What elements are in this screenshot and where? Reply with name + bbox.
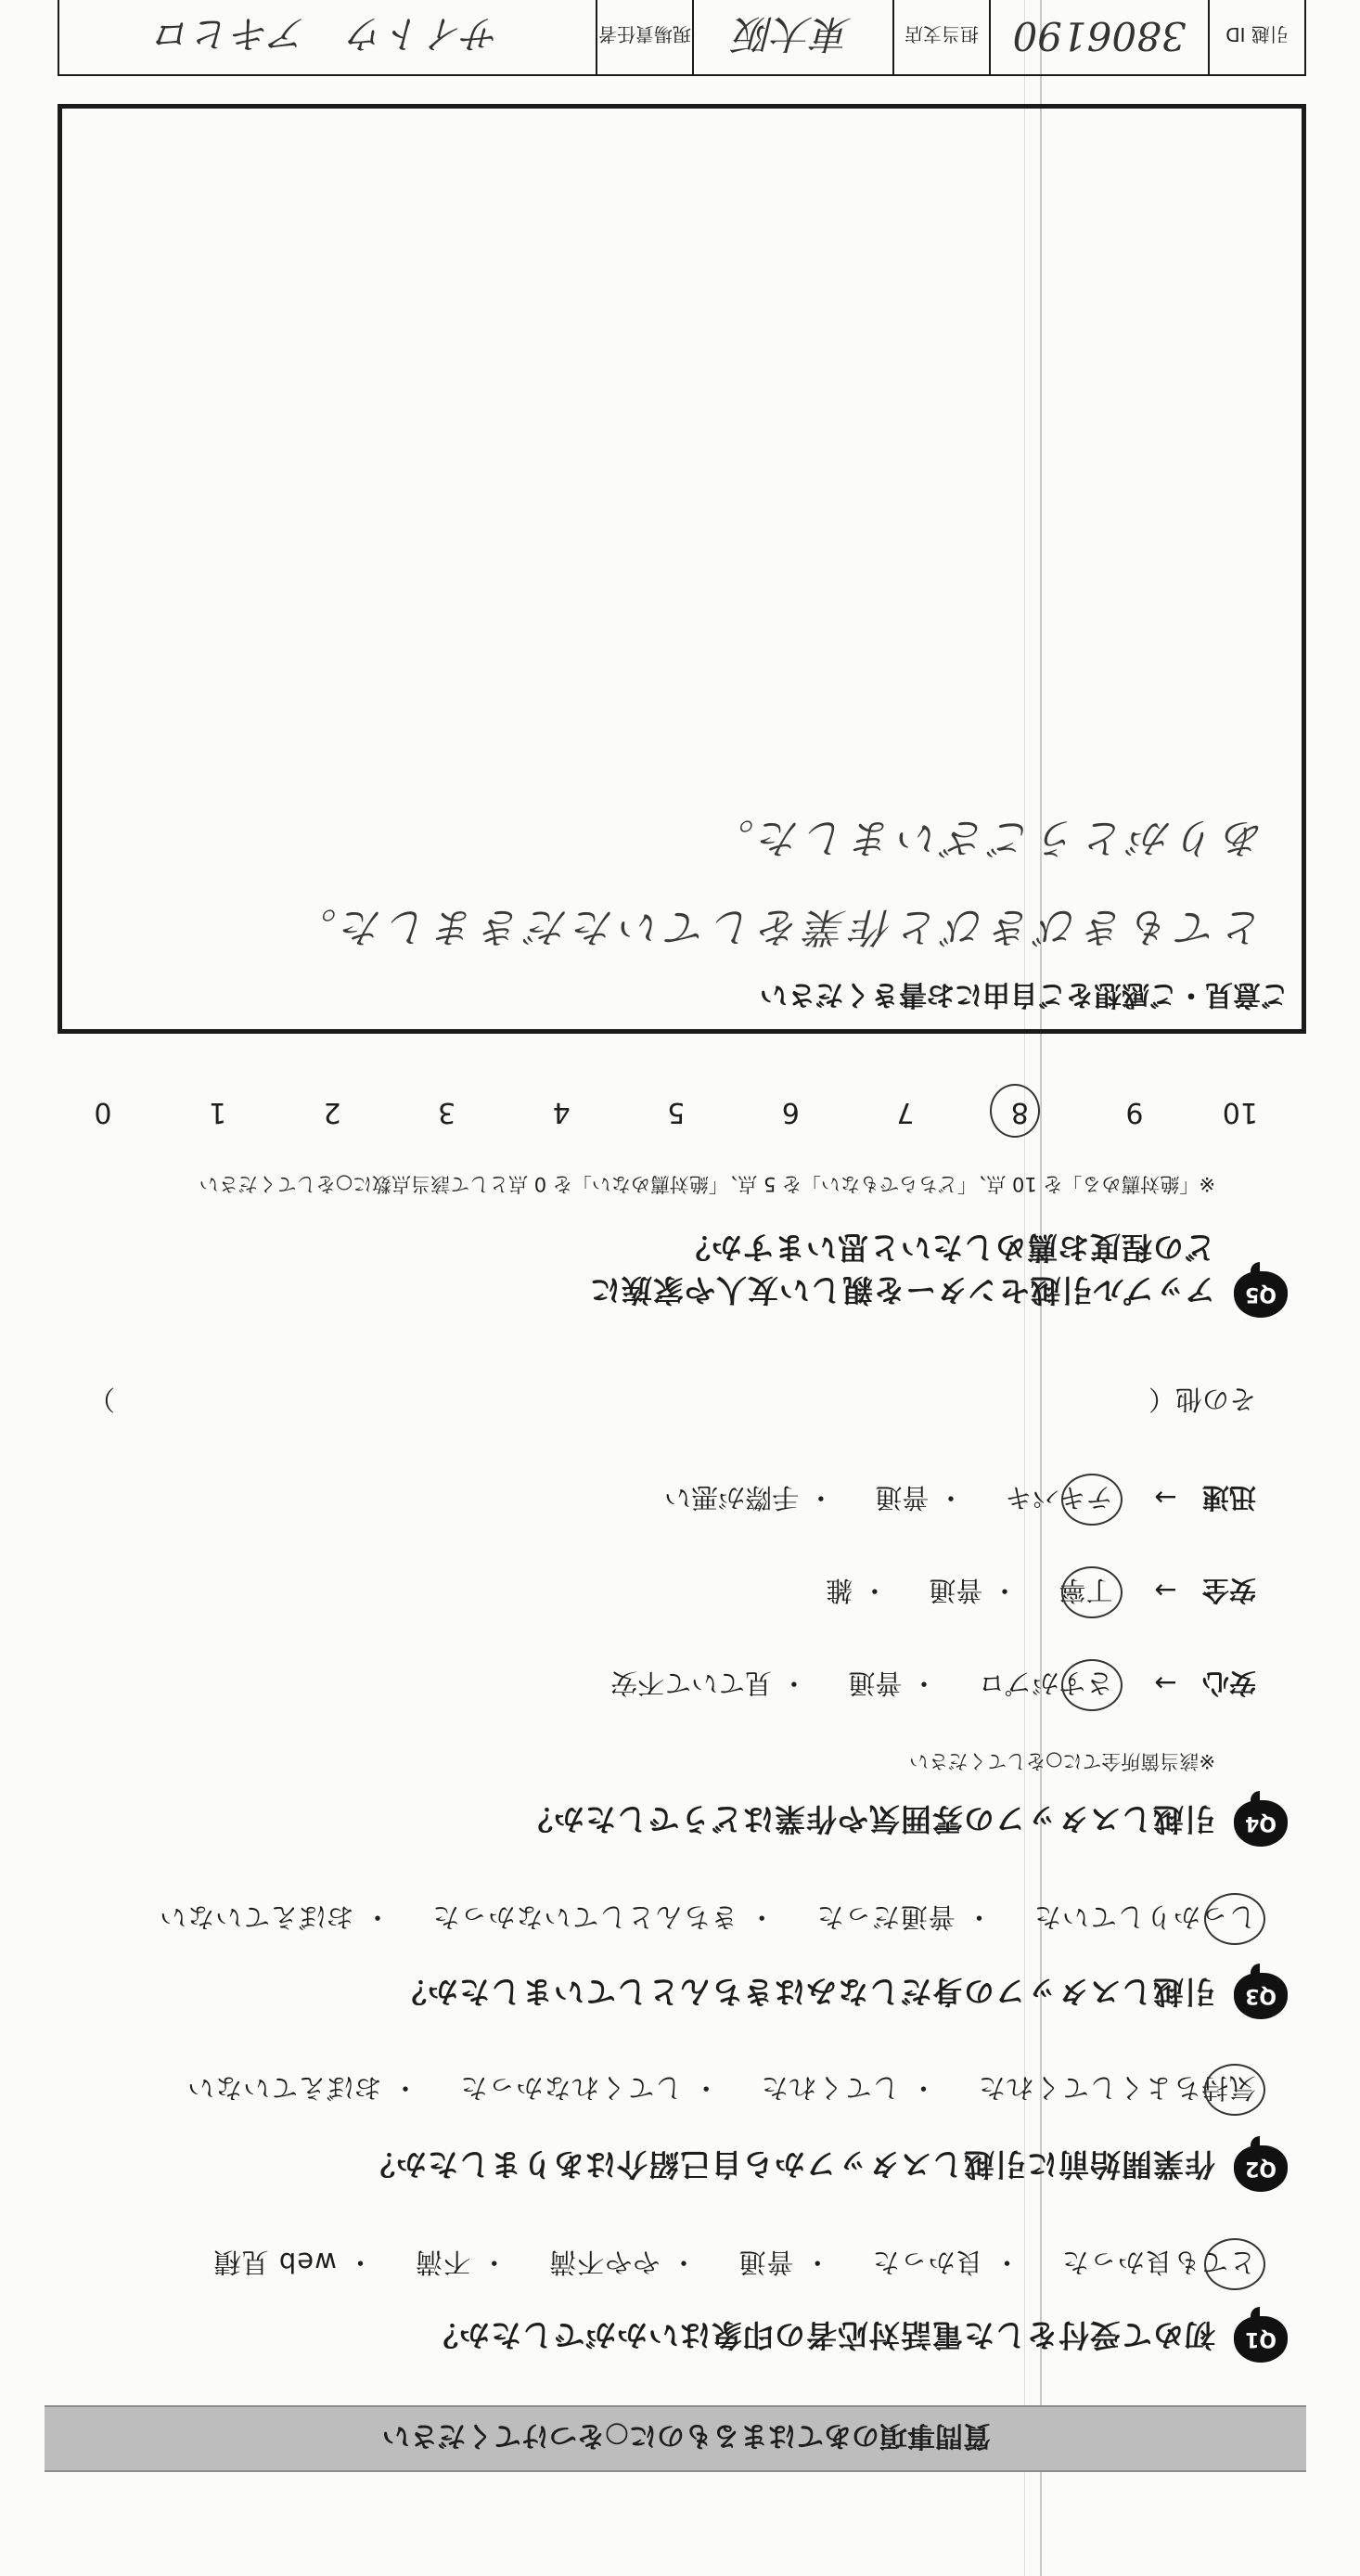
q1-options: とても良かった・ 良かった・ 普通・ やや不満・ 不満・ web 見積	[173, 2245, 1256, 2283]
q4-option[interactable]: 見ていて不安	[610, 1668, 773, 1699]
scale-value[interactable]: 1	[208, 1096, 227, 1128]
q2-badge: Q2	[1234, 2145, 1288, 2192]
instruction-text: 質問事項のあてはまるものに○をつけてください	[381, 2419, 991, 2452]
branch-value-cell: 東大阪	[692, 0, 892, 74]
scale-value[interactable]: 6	[781, 1096, 800, 1128]
scale-value[interactable]: 2	[323, 1096, 341, 1128]
q4-text: 引越しスタッフの雰囲気や作業はどうでしたか？	[521, 1801, 1215, 1837]
q4-row-jinsoku: 迅速 → テキパキ・ 普通・ 手際が悪い	[623, 1480, 1256, 1518]
arrow-icon: →	[1154, 1482, 1177, 1513]
q5-note: ※「絶対薦める」を 10 点、「どちらでもない」を 5 点、「絶対薦めない」を 0 点として該当点数に○をしてください	[199, 1173, 1215, 1195]
q4-option[interactable]: 丁寧	[1059, 1573, 1113, 1611]
q1-badge: Q1	[1234, 2316, 1288, 2363]
q2-option[interactable]: してくれなかった	[459, 2072, 683, 2104]
q1-option[interactable]: とても良かった	[1061, 2245, 1256, 2283]
scale-value[interactable]: 4	[552, 1096, 571, 1128]
q2-option[interactable]: 気持ちよくしてくれた	[978, 2070, 1256, 2108]
comment-line-1: とてもきびきびと作業をしていただきました。	[290, 903, 1264, 950]
q4-badge: Q4	[1234, 1800, 1288, 1847]
q4-option[interactable]: 手際が悪い	[664, 1482, 800, 1513]
q5-badge: Q5	[1234, 1271, 1288, 1318]
q3-option[interactable]: 普通だった	[815, 1901, 956, 1933]
q3-option[interactable]: きちんとしていなかった	[431, 1901, 738, 1933]
q4-option[interactable]: 普通	[929, 1575, 983, 1606]
q3-text: 引越しスタッフの身だしなみはきちんとしていましたか？	[395, 1974, 1215, 2010]
q4-option[interactable]: 普通	[875, 1482, 930, 1513]
q4-other	[87, 1382, 1256, 1420]
q2-option[interactable]: してくれた	[760, 2072, 900, 2104]
q1-option[interactable]: 普通	[738, 2247, 794, 2278]
q1-option[interactable]: やや不満	[548, 2247, 661, 2278]
q4-note: ※該当箇所全てに○をしてください	[909, 1750, 1215, 1772]
q5-text-2: どの程度お薦めしたいと思いますか？	[679, 1230, 1215, 1266]
scale-value[interactable]: 7	[896, 1096, 915, 1128]
arrow-icon: →	[1154, 1668, 1177, 1699]
q3-option[interactable]: おぼえていない	[159, 1901, 354, 1933]
scale-value[interactable]: 3	[438, 1096, 456, 1128]
row-label: 安心	[1201, 1668, 1256, 1699]
branch-label-cell: 担当支店	[892, 0, 989, 74]
leader-value-cell: サイトウ アキヒロ	[154, 11, 501, 57]
q5-text-1: アップル引越センターを親しい友人や家族に	[588, 1272, 1215, 1308]
q2-option[interactable]: おぼえていない	[186, 2072, 382, 2104]
q5-scale	[6, 1096, 1258, 1128]
scale-value[interactable]: 8	[923, 1096, 1029, 1128]
q1-option[interactable]: 不満	[415, 2247, 471, 2278]
q2-options: 気持ちよくしてくれた・ してくれた・ してくれなかった・ おぼえていない	[146, 2070, 1256, 2108]
comment-title: ご意見・ご感想をご自由にお書きください	[760, 978, 1289, 1011]
q3-option[interactable]: しっかりしていた	[1033, 1900, 1256, 1938]
row-label: 安全	[1201, 1575, 1256, 1606]
q3-badge: Q3	[1234, 1973, 1288, 2019]
instruction-bar	[45, 2405, 1306, 2472]
other-label: その他（	[1148, 1384, 1256, 1415]
q1-option[interactable]: web 見積	[212, 2247, 337, 2278]
scale-value[interactable]: 0	[94, 1096, 112, 1128]
scale-value[interactable]: 9	[1125, 1096, 1144, 1128]
info-table	[58, 0, 1306, 76]
q4-row-anzen: 安全 → 丁寧・ 普通・ 雑	[785, 1573, 1256, 1611]
q4-option[interactable]: テキパキ	[1006, 1480, 1113, 1518]
q4-option[interactable]: さすがプロ	[979, 1666, 1113, 1704]
q2-text: 作業開始前に引越しスタッフから自己紹介はありましたか？	[364, 2146, 1215, 2183]
q4-row-anshin: 安心 → さすがプロ・ 普通・ 見ていて不安	[570, 1666, 1256, 1704]
id-label-cell: 引越 ID	[1208, 0, 1304, 74]
comment-line-2: ありがとうございました。	[708, 814, 1264, 861]
arrow-icon: →	[1154, 1575, 1177, 1606]
q1-option[interactable]: 良かった	[871, 2247, 983, 2278]
row-label: 迅速	[1201, 1482, 1256, 1513]
scale-value[interactable]: 5	[667, 1096, 686, 1128]
q1-text: 初めて受付をした電話対応者の印象はいかがでしたか？	[427, 2317, 1215, 2353]
leader-label-cell: 現場責任者	[596, 0, 692, 74]
scale-value[interactable]: 10	[1222, 1096, 1258, 1128]
id-value-cell: 3806190	[989, 0, 1208, 74]
q4-option[interactable]: 雑	[826, 1575, 853, 1606]
q4-option[interactable]: 普通	[848, 1668, 903, 1699]
q3-options: しっかりしていた・ 普通だった・ きちんとしていなかった・ おぼえていない	[118, 1900, 1256, 1938]
comment-box[interactable]	[58, 104, 1306, 1034]
other-close: ）	[87, 1384, 115, 1415]
